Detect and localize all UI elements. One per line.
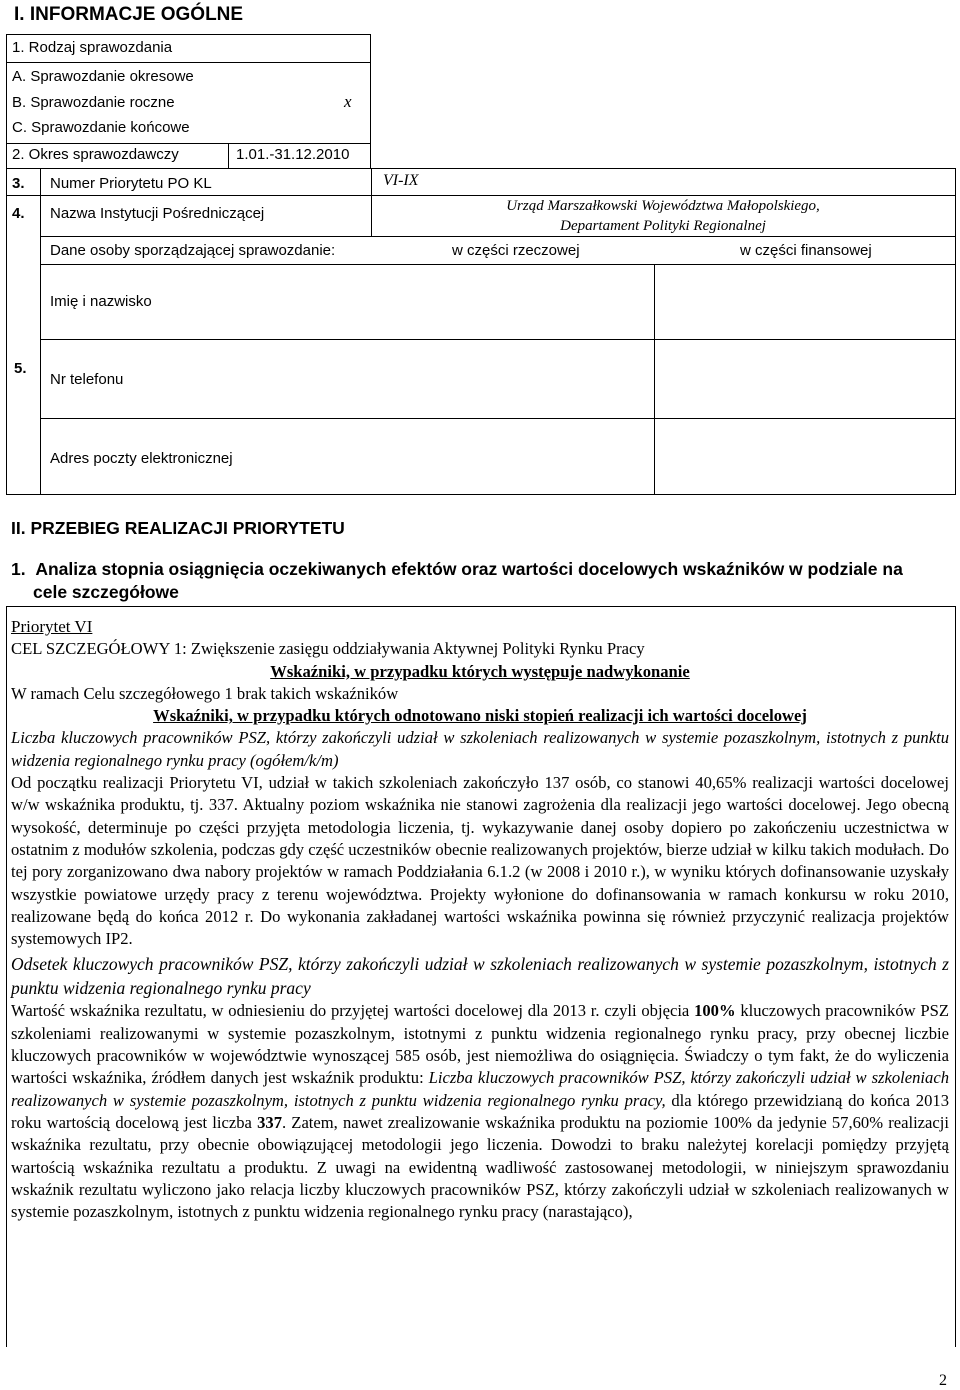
overachievement-heading: Wskaźniki, w przypadku których występuje nadwykonanie xyxy=(270,661,690,681)
indicator-2-description: Wartość wskaźnika rezultatu, w odniesieniu do przyjętej wartości docelowej dla 2013 r. czyli objęcia 100% kluczowych pracowników PSZ szkoleniami realizowanymi w systemie pozaszkolnym, istotnymi z punktu widzenia regionalnego rynku pracy, przy obecnej liczbie kluczowych pracowników w województwie wynoszącej 585 osób, jest niemożliwa do osiągnięcia. Świadczy o tym fakt, że do wyliczenia wartości wskaźnika, źródłem danych jest wskaźnik produktu: Liczba kluczowych pracowników PSZ, którzy zakończyli udział w szkoleniach realizowanych w systemie pozaszkolnym, istotnych z punktu widzenia regionalnego rynku pracy, dla którego przewidzianą do końca 2013 roku wartością docelową jest liczba 337. Zatem, nawet zrealizowanie wskaźnika produktu na poziomie 100% da jedynie 57,60% realizacji wskaźnika rezultatu, przy obecnie obowiązującej metodologii jego liczenia. Dowodzi to braku należytej korelacji pomiędzy przyjętą wartością wskaźnika rezultatu a produktu. Z uwagi na ewidentną wadliwość zastosowanej metodologii, w niniejszym sprawozdaniu wskaźnik rezultatu wyliczono jako relacja liczby kluczowych pracowników PSZ, którzy zakończyli udział w szkoleniach realizowanych w systemie pozaszkolnym, istotnych z punktu widzenia regionalnego rynku pracy (narastająco), xyxy=(11,1001,950,1222)
indicator-1-name: Liczba kluczowych pracowników PSZ, którzy zakończyli udział w szkoleniach realizowanych w systemie pozaszkolnym, istotnych z punktu widzenia regionalnego rynku pracy (ogółem/k/m) xyxy=(11,728,949,770)
no-indicators-text: W ramach Celu szczegółowego 1 brak takich wskaźników xyxy=(11,683,399,703)
section-heading-general: I. INFORMACJE OGÓLNE xyxy=(14,4,244,25)
report-type-annual: B. Sprawozdanie roczne xyxy=(12,94,175,111)
reporting-period-value: 1.01.-31.12.2010 xyxy=(236,146,350,163)
priority-number-value: VI-IX xyxy=(383,172,419,189)
preparer-data-label: Dane osoby sporządzającej sprawozdanie: xyxy=(50,242,336,259)
priority-number-label: Numer Priorytetu PO KL xyxy=(50,175,212,192)
preparer-financial-label: w części finansowej xyxy=(740,242,872,259)
row-number-4: 4. xyxy=(12,205,25,222)
preparer-substantive-label: w części rzeczowej xyxy=(452,242,580,259)
specific-objective-title: CEL SZCZEGÓŁOWY 1: Zwiększenie zasięgu oddziaływania Aktywnej Polityki Rynku Pracy xyxy=(11,639,645,659)
intermediate-institution-label: Nazwa Instytucji Pośredniczącej xyxy=(50,205,265,222)
intermediate-institution-value: Urząd Marszałkowski Województwa Małopolskiego, Departament Polityki Regionalnej xyxy=(506,198,820,234)
phone-number-label: Nr telefonu xyxy=(50,371,124,388)
page-number: 2 xyxy=(939,1372,947,1389)
indicator-1-description: Od początku realizacji Priorytetu VI, udział w takich szkoleniach zakończyło 137 osób, co stanowi 40,65% realizacji wartości docelowej w/w wskaźnika produktu, tj. 337. Aktualny poziom wskaźnika nie stanowi zagrożenia dla realizacji jego wartości docelowej. Jego obecną wysokość, determinuje po części przyjęta metodologia liczenia, tj. wykazywanie danej osoby dopiero po zakończeniu uczestnictwa w ostatnim z modułów szkolenia, podczas gdy część uczestników obecnie realizowanych projektów, bierze udział w kilku takich modułach. Do tej pory zorganizowano dwa nabory projektów w ramach Poddziałania 6.1.2 (w 2008 i 2010 r.), w wyniku których dofinansowanie uzyskały wszystkie powiatowe urzędy pracy z terenu województwa. Projekty wyłonione do dofinansowania w ramach konkursu w roku 2010, realizowane będą do końca 2012 r. Do wykonania zakładanej wartości wskaźnika powinna się również przyczynić realizacja projektów systemowych IP2. xyxy=(11,773,950,949)
row-number-5: 5. xyxy=(14,360,27,377)
priority-content xyxy=(11,616,949,1223)
section-heading-progress: II. PRZEBIEG REALIZACJI PRIORYTETU xyxy=(11,518,345,538)
annual-selected-mark: x xyxy=(344,92,352,111)
report-type-label: 1. Rodzaj sprawozdania xyxy=(12,39,173,56)
row-number-3: 3. xyxy=(12,175,25,192)
indicator-2-name: Odsetek kluczowych pracowników PSZ, którzy zakończyli udział w szkoleniach realizowanych w systemie pozaszkolnym, istotnych z punktu widzenia regionalnego rynku pracy xyxy=(11,954,949,998)
name-surname-label: Imię i nazwisko xyxy=(50,293,152,310)
low-achievement-heading: Wskaźniki, w przypadku których odnotowano niski stopień realizacji ich wartości docelowej xyxy=(153,706,807,726)
subsection-heading-analysis: 1. Analiza stopnia osiągnięcia oczekiwanych efektów oraz wartości docelowych wskaźników w podziale na cele szczegółowe xyxy=(11,559,903,602)
priority-title: Priorytet VI xyxy=(11,617,93,636)
reporting-period-label: 2. Okres sprawozdawczy xyxy=(12,146,179,163)
report-type-final: C. Sprawozdanie końcowe xyxy=(12,119,190,136)
report-type-periodic: A. Sprawozdanie okresowe xyxy=(12,68,194,85)
email-address-label: Adres poczty elektronicznej xyxy=(50,450,233,467)
